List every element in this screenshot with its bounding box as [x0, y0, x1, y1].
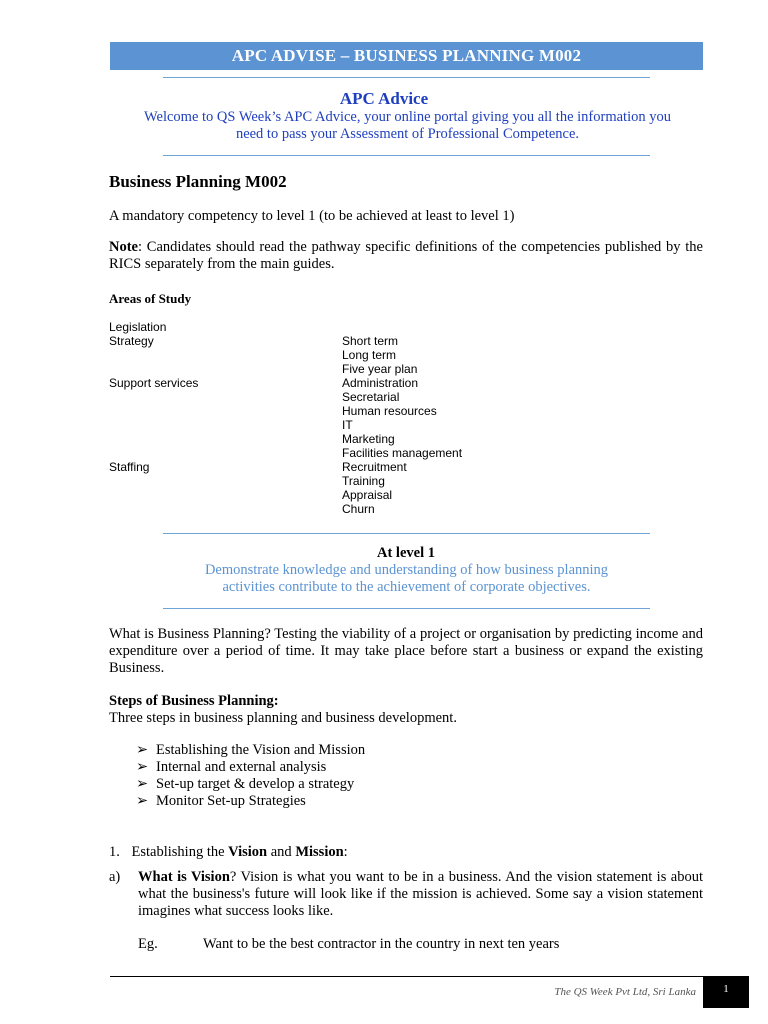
areas-title: Areas of Study — [109, 291, 192, 306]
footer-company: The QS Week Pvt Ltd, Sri Lanka — [554, 986, 696, 998]
area-item — [109, 348, 198, 362]
item-a-letter: a) — [109, 869, 121, 885]
footer-rule — [110, 976, 703, 977]
section-heading: Business Planning M002 — [109, 172, 287, 191]
area-subitem: Long term — [342, 348, 397, 362]
area-item — [109, 446, 198, 460]
area-subitem: Appraisal — [342, 488, 393, 502]
note-text: : Candidates should read the pathway specific definitions of the competencies published by the RICS separately from the main guides. — [109, 239, 703, 272]
steps-intro: Three steps in business planning and business development. — [109, 710, 457, 726]
note-paragraph — [109, 239, 703, 273]
arrow-bullet-icon: ➢ — [136, 793, 149, 809]
area-subitem: Churn — [342, 502, 375, 516]
area-item — [109, 418, 198, 432]
apc-advice-text: Welcome to QS Week’s APC Advice, your online portal giving you all the information you need to pass your Assessment of Professional Competence. — [144, 109, 671, 142]
what-is-paragraph: What is Business Planning? Testing the viability of a project or organisation by predicting income and expenditure over a period of time. It may take place before start a business or expand the existing Business. — [109, 626, 703, 676]
divider-top — [163, 77, 650, 78]
divider-level-bottom — [163, 608, 650, 609]
arrow-bullet-icon: ➢ — [136, 759, 149, 775]
area-subitem: Recruitment — [342, 460, 407, 474]
steps-list — [136, 742, 365, 810]
area-subitem: Five year plan — [342, 362, 418, 376]
area-item — [109, 362, 198, 376]
list-item: ➢ Establishing the Vision and Mission — [136, 742, 366, 758]
steps-title: Steps of Business Planning: — [109, 693, 279, 709]
area-subitem: Marketing — [342, 432, 395, 446]
section-1-heading: 1. Establishing the Vision and Mission: — [109, 844, 348, 860]
area-item: Strategy — [109, 334, 154, 348]
list-item: ➢ Monitor Set-up Strategies — [136, 793, 306, 809]
item-a-paragraph — [138, 869, 703, 920]
page-number: 1 — [703, 976, 749, 1008]
area-subitem: Training — [342, 474, 385, 488]
mandatory-text: A mandatory competency to level 1 (to be achieved at least to level 1) — [109, 208, 515, 224]
level-text: Demonstrate knowledge and understanding of how business planning activities contribute to the achievement of corporate objectives. — [204, 562, 609, 595]
list-item: ➢ Internal and external analysis — [136, 759, 327, 775]
example-text: Want to be the best contractor in the country in next ten years — [203, 936, 560, 952]
arrow-bullet-icon: ➢ — [136, 776, 149, 792]
area-item: Staffing — [109, 460, 150, 474]
area-subitem: Facilities management — [342, 446, 463, 460]
area-item: Support services — [109, 376, 199, 390]
apc-advice-title: APC Advice — [339, 89, 429, 108]
level-title: At level 1 — [377, 545, 435, 561]
area-item — [109, 390, 198, 404]
divider-apc-bottom — [163, 155, 650, 156]
area-subitem: IT — [342, 418, 353, 432]
area-subitem: Secretarial — [342, 390, 400, 404]
area-item — [109, 404, 198, 418]
item-a-text: ? Vision is what you want to be in a business. And the vision statement is about what the business's future will look like if the mission is achieved. Some say a vision statement imagines what success looks like. — [138, 869, 704, 919]
example-label: Eg. — [138, 936, 158, 952]
area-subitem: Administration — [342, 376, 419, 390]
arrow-bullet-icon: ➢ — [136, 742, 149, 758]
note-label: Note — [109, 239, 138, 255]
section-number: 1. — [109, 844, 120, 860]
list-item: ➢ Set-up target & develop a strategy — [136, 776, 355, 792]
areas-left-column — [109, 320, 198, 474]
document-banner: APC ADVISE – BUSINESS PLANNING M002 — [110, 42, 703, 70]
area-item: Legislation — [109, 320, 167, 334]
area-subitem: Human resources — [342, 404, 437, 418]
areas-right-column — [342, 334, 462, 516]
area-subitem: Short term — [342, 334, 399, 348]
area-item — [109, 432, 198, 446]
divider-level-top — [163, 533, 650, 534]
item-a-bold: What is Vision — [138, 869, 230, 885]
